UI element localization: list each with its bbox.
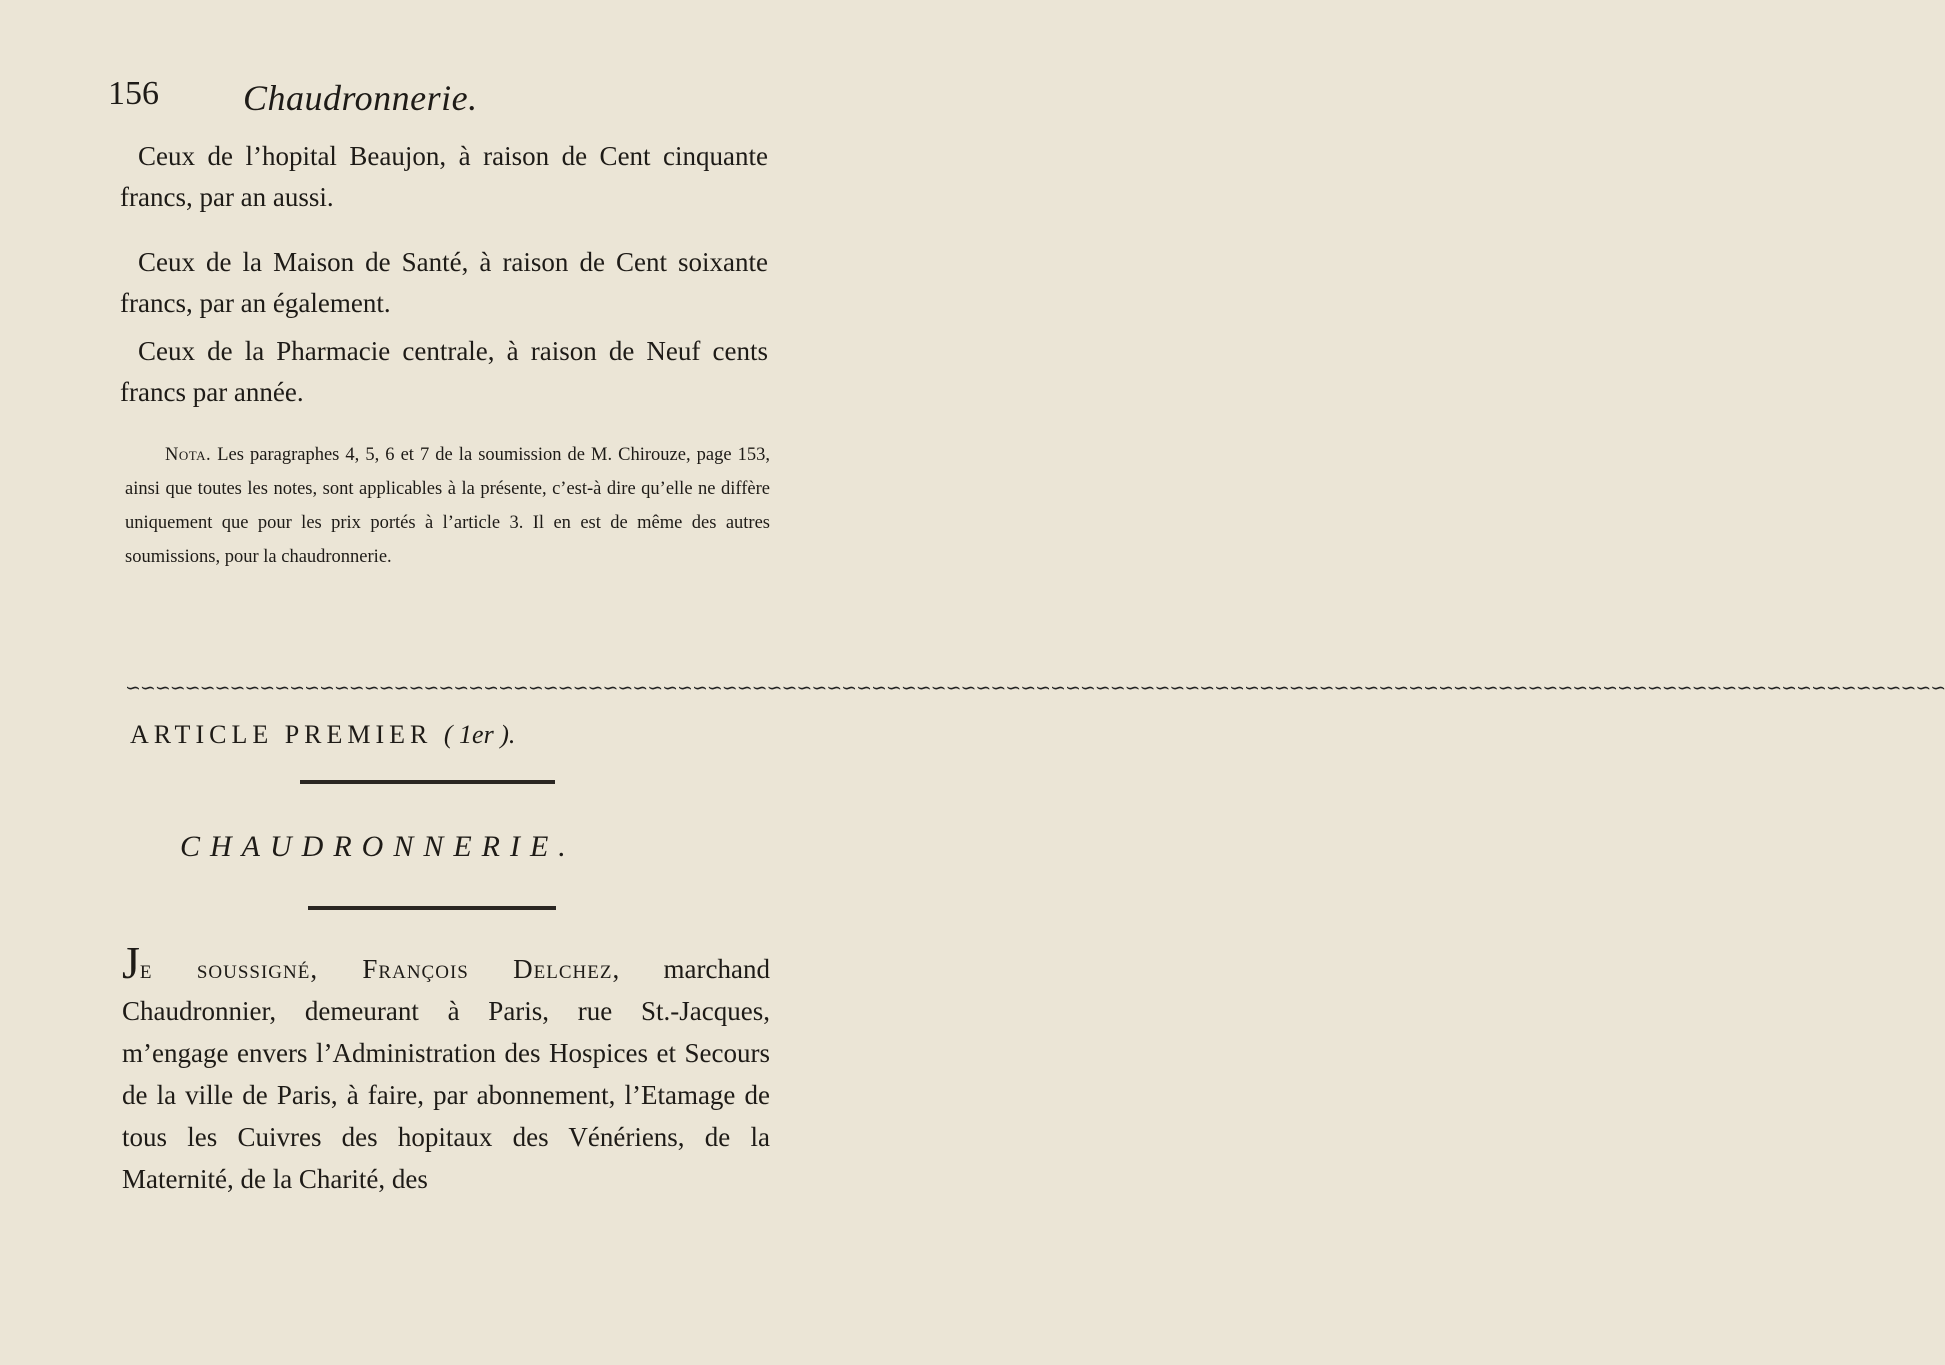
article-heading [130, 720, 770, 750]
article-heading-sub: ( 1er ). [443, 720, 516, 749]
opening-small-caps: e soussigné, François Delchez, [139, 954, 621, 984]
submission-body: marchand Chaudronnier, demeurant à Paris, rue St.-Jacques, m’engage envers l’Administration des Hospices et Secours de la ville de Paris, à faire, par abonnement, l’Etamage de tous les Cuivres des hopitaux des Vénériens, de la Maternité, de la Charité, des [122, 954, 770, 1194]
nota-text: Les paragraphes 4, 5, 6 et 7 de la soumission de M. Chirouze, page 153, ainsi que toutes les notes, sont applicables à la présente, c’est-à dire qu’elle ne diffère uniquement que pour les prix portés à l’article 3. Il en est de même des autres soumissions, pour la chaudronnerie. [125, 445, 771, 567]
submission-text [122, 937, 770, 1200]
drop-cap: J [122, 937, 140, 988]
nota-note [125, 438, 770, 574]
nota-label: Nota. [165, 445, 212, 465]
page-header [108, 75, 768, 125]
section-title: CHAUDRONNERIE. [180, 830, 576, 863]
horizontal-rule-bottom [308, 906, 556, 910]
horizontal-rule-top [300, 780, 555, 784]
paragraph-maison-de-sante: Ceux de la Maison de Santé, à raison de Cent soixante francs, par an également. [120, 247, 768, 318]
running-title: Chaudronnerie. [243, 78, 478, 118]
page-number: 156 [108, 75, 159, 112]
ornamental-divider: ∽∽∽∽∽∽∽∽∽∽∽∽∽∽∽∽∽∽∽∽∽∽∽∽∽∽∽∽∽∽∽∽∽∽∽∽∽∽∽∽∽∽∽∽∽∽∽∽∽∽∽∽∽∽∽∽∽∽∽∽∽∽∽∽∽∽∽∽∽∽∽∽∽∽∽∽∽∽∽∽∽∽∽∽∽∽∽∽∽∽∽∽∽∽∽∽∽∽∽∽∽∽∽∽∽∽∽∽∽∽∽∽∽∽∽∽∽∽∽∽∽∽ [125, 678, 1945, 699]
paragraph-pharmacie-centrale: Ceux de la Pharmacie centrale, à raison de Neuf cents francs par année. [120, 336, 768, 407]
paragraph-beaujon: Ceux de l’hopital Beaujon, à raison de Cent cinquante francs, par an aussi. [120, 141, 768, 212]
article-heading-title: ARTICLE PREMIER [130, 720, 433, 749]
